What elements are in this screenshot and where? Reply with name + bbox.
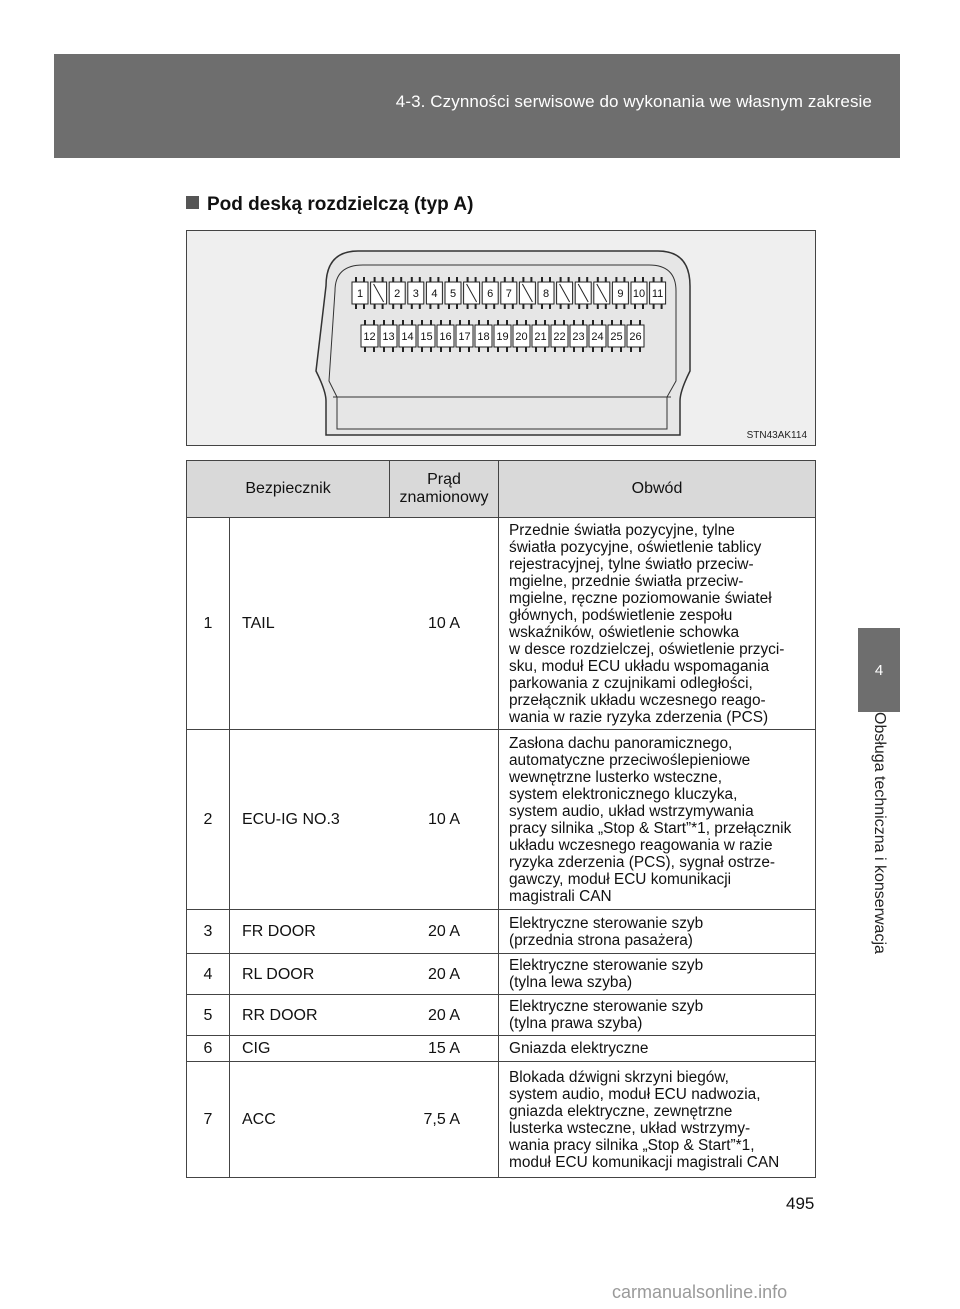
top-fuse-slot — [408, 277, 424, 309]
bottom-fuse-slot — [570, 320, 587, 352]
bottom-fuse-slot-pin — [611, 347, 613, 352]
top-fuse-slot-label: 10 — [632, 288, 646, 300]
top-fuse-slot-pin — [448, 277, 450, 282]
top-fuse-slot-pin — [605, 277, 607, 282]
top-fuse-slot-pin — [400, 277, 402, 282]
bottom-fuse-slot-pin — [563, 347, 565, 352]
top-fuse-slot-pin — [363, 277, 365, 282]
top-fuse-slot-pin — [634, 277, 636, 282]
top-fuse-slot-pin — [653, 304, 655, 309]
bottom-fuse-slot — [627, 320, 644, 352]
bottom-fuse-slot-pin — [554, 320, 556, 325]
bottom-fuse-slot-pin — [639, 320, 641, 325]
table-row — [187, 1062, 816, 1178]
top-fuse-slot — [501, 277, 517, 309]
bottom-fuse-slot-label: 19 — [496, 331, 509, 343]
top-fuse-slot-pin — [456, 277, 458, 282]
bottom-fuse-slot-label: 22 — [553, 331, 566, 343]
top-fuse-slot-pin — [615, 277, 617, 282]
top-fuse-slot — [426, 277, 442, 309]
bottom-fuse-slot-pin — [421, 347, 423, 352]
bottom-fuse-slot-pin — [383, 347, 385, 352]
top-fuse-slot-pin — [355, 304, 357, 309]
top-fuse-slot — [445, 277, 461, 309]
bottom-fuse-slot — [437, 320, 454, 352]
bottom-fuse-slot-pin — [516, 320, 518, 325]
table-row — [187, 1036, 816, 1062]
top-fuse-slot-pin — [504, 277, 506, 282]
top-fuse-slot — [538, 277, 554, 309]
top-fuse-slot-label: 4 — [431, 288, 438, 300]
bottom-fuse-slot-pin — [421, 320, 423, 325]
bottom-fuse-slot-pin — [592, 320, 594, 325]
top-fuse-slot-pin — [411, 304, 413, 309]
bottom-fuse-slot-pin — [563, 320, 565, 325]
bottom-fuse-slot-pin — [364, 320, 366, 325]
bottom-fuse-slot-label: 17 — [458, 331, 471, 343]
fuse-number: 7 — [187, 1062, 230, 1178]
bottom-fuse-slot — [399, 320, 416, 352]
fuse-rating: 20 A — [390, 910, 499, 954]
bottom-fuse-slot-pin — [468, 347, 470, 352]
bottom-fuse-slot-pin — [525, 320, 527, 325]
header-fuse: Bezpiecznik — [187, 461, 390, 518]
bottom-fuse-slot-pin — [601, 320, 603, 325]
fuse-number: 5 — [187, 995, 230, 1036]
chapter-title: 4-3. Czynności serwisowe do wykonania we własnym zakresie — [395, 92, 872, 111]
fuse-name: TAIL — [230, 518, 390, 730]
fuse-circuit: Elektryczne sterowanie szyb (tylna lewa szyba) — [499, 954, 816, 995]
fuse-number: 3 — [187, 910, 230, 954]
top-fuse-slot-pin — [392, 277, 394, 282]
chapter-tab-label — [858, 712, 900, 1012]
bottom-fuse-slot-label: 20 — [515, 331, 528, 343]
top-fuse-slot-pin — [522, 277, 524, 282]
bottom-fuse-slot-pin — [592, 347, 594, 352]
bottom-fuse-slot-pin — [630, 347, 632, 352]
top-fuse-slot-label: 2 — [394, 288, 401, 300]
bottom-fuse-slot-pin — [478, 320, 480, 325]
bottom-fuse-slot — [475, 320, 492, 352]
bottom-fuse-slot-pin — [468, 320, 470, 325]
bottom-fuse-slot — [532, 320, 549, 352]
top-fuse-slot-pin — [661, 277, 663, 282]
top-fuse-slot-pin — [467, 277, 469, 282]
top-fuse-slot-pin — [578, 277, 580, 282]
bottom-fuse-slot-pin — [392, 347, 394, 352]
top-fuse-slot — [612, 277, 628, 309]
top-fuse-slot-pin — [411, 277, 413, 282]
top-fuse-slot-pin — [504, 304, 506, 309]
bottom-fuse-slot-pin — [440, 320, 442, 325]
fuse-circuit: Przednie światła pozycyjne, tylne światła pozycyjne, oświetlenie tablicy rejestracyjnej, tylne światło przeciw- mgielne, przednie światła przeciw- mgielne, ręczne poziomowanie świateł głównych, podświetlenie zespołu wskaźników, oświetlenie schowka w desce rozdzielczej, oświetlenie przyci- sku, moduł ECU układu wspomagania parkowania z czujnikami odległości, przełącznik układu wczesnego reago- wania w razie ryzyka zderzenia (PCS) — [499, 518, 816, 730]
top-fuse-slot-pin — [522, 304, 524, 309]
bottom-fuse-slot-pin — [411, 320, 413, 325]
fuse-box-diagram — [187, 231, 815, 445]
top-fuse-slot-pin — [429, 277, 431, 282]
table-row — [187, 995, 816, 1036]
bottom-fuse-slot-pin — [535, 347, 537, 352]
top-fuse-slot — [594, 277, 610, 309]
top-fuse-slot — [371, 277, 387, 309]
bottom-fuse-slot-pin — [620, 347, 622, 352]
table-row — [187, 518, 816, 730]
bottom-fuse-slot-label: 14 — [401, 331, 414, 343]
bottom-fuse-slot-pin — [497, 347, 499, 352]
bottom-fuse-slot-label: 13 — [382, 331, 395, 343]
top-fuse-slot-pin — [530, 277, 532, 282]
top-fuse-slot-pin — [363, 304, 365, 309]
bottom-fuse-slot-pin — [459, 320, 461, 325]
top-fuse-slot — [464, 277, 480, 309]
top-fuse-slot-pin — [485, 304, 487, 309]
top-fuse-slot — [631, 277, 647, 309]
top-fuse-slot-pin — [634, 304, 636, 309]
bottom-fuse-slot-pin — [459, 347, 461, 352]
top-fuse-slot — [650, 277, 666, 309]
chapter-tab-label-text: Obsługa techniczna i konserwacja — [871, 712, 888, 954]
fuse-number: 6 — [187, 1036, 230, 1062]
bottom-fuse-slot-pin — [430, 320, 432, 325]
section-heading-text: Pod deską rozdzielczą (typ A) — [207, 194, 474, 215]
header-circuit: Obwód — [499, 461, 816, 518]
bottom-fuse-slot-label: 15 — [420, 331, 433, 343]
watermark: carmanualsonline.info — [612, 1282, 788, 1302]
top-fuse-slot — [482, 277, 498, 309]
bottom-fuse-slot-pin — [516, 347, 518, 352]
fuse-circuit: Zasłona dachu panoramicznego, automatyczne przeciwoślepieniowe wewnętrzne lusterko wsteczne, system elektronicznego kluczyka, system audio, układ wstrzymywania pracy silnika „Stop & Start”*1, przełącznik układu wczesnego reagowania w razie ryzyka zderzenia (PCS), sygnał ostrze- gawczy, moduł ECU komunikacji magistrali CAN — [499, 730, 816, 910]
bottom-fuse-slot-pin — [620, 320, 622, 325]
bottom-fuse-slot-pin — [487, 347, 489, 352]
fuse-number: 2 — [187, 730, 230, 910]
top-fuse-slot-pin — [493, 277, 495, 282]
chapter-tab-number[interactable]: 4 — [858, 628, 900, 712]
top-fuse-slot-pin — [623, 304, 625, 309]
bottom-fuse-slot-pin — [582, 347, 584, 352]
bottom-fuse-slot-pin — [440, 347, 442, 352]
top-fuse-slot-label: 7 — [505, 288, 512, 300]
fuse-circuit: Elektryczne sterowanie szyb (tylna prawa szyba) — [499, 995, 816, 1036]
top-fuse-slot-pin — [419, 304, 421, 309]
top-fuse-slot-pin — [374, 277, 376, 282]
bottom-fuse-slot — [361, 320, 378, 352]
top-fuse-slot-pin — [392, 304, 394, 309]
table-row — [187, 730, 816, 910]
top-fuse-slot — [519, 277, 535, 309]
top-fuse-slot-pin — [661, 304, 663, 309]
fuse-table — [186, 460, 816, 1178]
bottom-fuse-slot-label: 21 — [534, 331, 547, 343]
section-heading — [186, 194, 473, 216]
bottom-fuse-slot-pin — [364, 347, 366, 352]
top-fuse-slot-pin — [429, 304, 431, 309]
bottom-fuse-slot-pin — [402, 320, 404, 325]
bottom-fuse-slot-pin — [487, 320, 489, 325]
fuse-rating: 7,5 A — [390, 1062, 499, 1178]
bottom-fuse-slot-pin — [373, 320, 375, 325]
top-fuse-slot-pin — [419, 277, 421, 282]
bottom-fuse-slot-pin — [402, 347, 404, 352]
figure-code: STN43AK114 — [746, 430, 807, 441]
top-fuse-slot-pin — [568, 277, 570, 282]
top-fuse-slot — [352, 277, 368, 309]
bottom-fuse-slot-pin — [497, 320, 499, 325]
bottom-fuse-slot — [456, 320, 473, 352]
top-fuse-slot-pin — [615, 304, 617, 309]
header-rating — [390, 461, 499, 518]
top-fuse-slot — [575, 277, 591, 309]
top-fuse-slot-pin — [549, 277, 551, 282]
bottom-fuse-slot-pin — [383, 320, 385, 325]
top-fuse-slot-pin — [597, 277, 599, 282]
bottom-fuse-slot-pin — [525, 347, 527, 352]
top-fuse-slot-label: 9 — [617, 288, 624, 300]
top-fuse-slot-pin — [512, 304, 514, 309]
top-fuse-slot-pin — [437, 304, 439, 309]
bottom-fuse-slot-label: 18 — [477, 331, 490, 343]
bottom-fuse-slot-pin — [373, 347, 375, 352]
fuse-name: RL DOOR — [230, 954, 390, 995]
bottom-fuse-slot-pin — [611, 320, 613, 325]
header-bar — [54, 54, 900, 158]
bottom-fuse-slot-pin — [573, 320, 575, 325]
square-bullet-icon — [186, 196, 199, 209]
bottom-fuse-slot-pin — [601, 347, 603, 352]
top-fuse-slot-pin — [642, 304, 644, 309]
top-fuse-slot-pin — [355, 277, 357, 282]
top-fuse-slot-pin — [541, 277, 543, 282]
bottom-fuse-slot — [608, 320, 625, 352]
top-fuse-slot-pin — [475, 304, 477, 309]
bottom-fuse-slot-label: 24 — [591, 331, 604, 343]
top-fuse-slot-pin — [642, 277, 644, 282]
top-fuse-slot — [389, 277, 405, 309]
top-fuse-slot-pin — [456, 304, 458, 309]
table-row — [187, 954, 816, 995]
fuse-name: ACC — [230, 1062, 390, 1178]
top-fuse-slot-pin — [605, 304, 607, 309]
top-fuse-slot-pin — [653, 277, 655, 282]
fuse-circuit: Elektryczne sterowanie szyb (przednia strona pasażera) — [499, 910, 816, 954]
bottom-fuse-slot-pin — [582, 320, 584, 325]
top-fuse-slot-label: 8 — [542, 288, 550, 300]
top-fuse-slot-label: 3 — [412, 288, 419, 300]
fuse-rating: 20 A — [390, 954, 499, 995]
bottom-fuse-slot-pin — [544, 320, 546, 325]
top-fuse-slot-pin — [586, 277, 588, 282]
top-fuse-slot-pin — [467, 304, 469, 309]
top-fuse-slot-pin — [475, 277, 477, 282]
bottom-fuse-slot — [418, 320, 435, 352]
fuse-rating: 15 A — [390, 1036, 499, 1062]
bottom-fuse-slot-label: 12 — [363, 331, 376, 343]
top-fuse-slot-pin — [560, 304, 562, 309]
bottom-fuse-slot-pin — [411, 347, 413, 352]
bottom-fuse-slot-label: 26 — [629, 331, 642, 343]
bottom-fuse-slot — [494, 320, 511, 352]
top-fuse-slot-pin — [485, 277, 487, 282]
table-header-row — [187, 461, 816, 518]
top-fuse-slot-pin — [597, 304, 599, 309]
top-fuse-slot-pin — [623, 277, 625, 282]
header-rating-text: Prąd znamionowy — [399, 471, 489, 506]
fuse-number: 4 — [187, 954, 230, 995]
top-fuse-slot-pin — [512, 277, 514, 282]
top-fuse-slot-label: 11 — [651, 288, 664, 300]
top-fuse-slot-pin — [493, 304, 495, 309]
top-fuse-slot-pin — [568, 304, 570, 309]
top-fuse-slot-pin — [382, 304, 384, 309]
fuse-rating: 20 A — [390, 995, 499, 1036]
top-fuse-slot-pin — [578, 304, 580, 309]
bottom-fuse-slot-pin — [449, 320, 451, 325]
top-fuse-slot-pin — [448, 304, 450, 309]
top-fuse-slot-pin — [437, 277, 439, 282]
top-fuse-slot-label: 1 — [356, 288, 364, 300]
top-fuse-slot — [557, 277, 573, 309]
fuse-name: ECU-IG NO.3 — [230, 730, 390, 910]
top-fuse-slot-label: 6 — [487, 288, 494, 300]
bottom-fuse-slot-pin — [430, 347, 432, 352]
bottom-fuse-slot-pin — [630, 320, 632, 325]
fuse-name: CIG — [230, 1036, 390, 1062]
bottom-fuse-slot-label: 16 — [439, 331, 452, 343]
bottom-fuse-slot-pin — [554, 347, 556, 352]
fuse-circuit: Gniazda elektryczne — [499, 1036, 816, 1062]
page-number: 495 — [786, 1194, 815, 1213]
bottom-fuse-slot — [589, 320, 606, 352]
top-fuse-slot-pin — [560, 277, 562, 282]
top-fuse-slot-pin — [541, 304, 543, 309]
top-fuse-slot-pin — [374, 304, 376, 309]
bottom-fuse-slot-pin — [506, 320, 508, 325]
table-row — [187, 910, 816, 954]
bottom-fuse-slot — [551, 320, 568, 352]
fuse-name: FR DOOR — [230, 910, 390, 954]
bottom-fuse-slot-label: 25 — [610, 331, 623, 343]
fuse-circuit: Blokada dźwigni skrzyni biegów, system audio, moduł ECU nadwozia, gniazda elektryczne, zewnętrzne lusterka wsteczne, układ wstrzymy- wania pracy silnika „Stop & Start”*1, moduł ECU komunikacji magistrali CAN — [499, 1062, 816, 1178]
bottom-fuse-slot-pin — [478, 347, 480, 352]
bottom-fuse-slot — [513, 320, 530, 352]
bottom-fuse-slot — [380, 320, 397, 352]
fuse-rating: 10 A — [390, 518, 499, 730]
fuse-rating: 10 A — [390, 730, 499, 910]
bottom-fuse-slot-label: 23 — [572, 331, 585, 343]
bottom-fuse-slot-pin — [535, 320, 537, 325]
top-fuse-slot-label: 5 — [449, 288, 457, 300]
fuse-name: RR DOOR — [230, 995, 390, 1036]
bottom-fuse-slot-pin — [639, 347, 641, 352]
bottom-fuse-slot-pin — [573, 347, 575, 352]
bottom-fuse-slot-pin — [506, 347, 508, 352]
bottom-fuse-slot-pin — [449, 347, 451, 352]
fuse-box-figure — [186, 230, 816, 446]
top-fuse-slot-pin — [400, 304, 402, 309]
top-fuse-slot-pin — [530, 304, 532, 309]
top-fuse-slot-pin — [382, 277, 384, 282]
bottom-fuse-slot-pin — [544, 347, 546, 352]
top-fuse-slot-pin — [586, 304, 588, 309]
bottom-fuse-slot-pin — [392, 320, 394, 325]
fuse-number: 1 — [187, 518, 230, 730]
top-fuse-slot-pin — [549, 304, 551, 309]
